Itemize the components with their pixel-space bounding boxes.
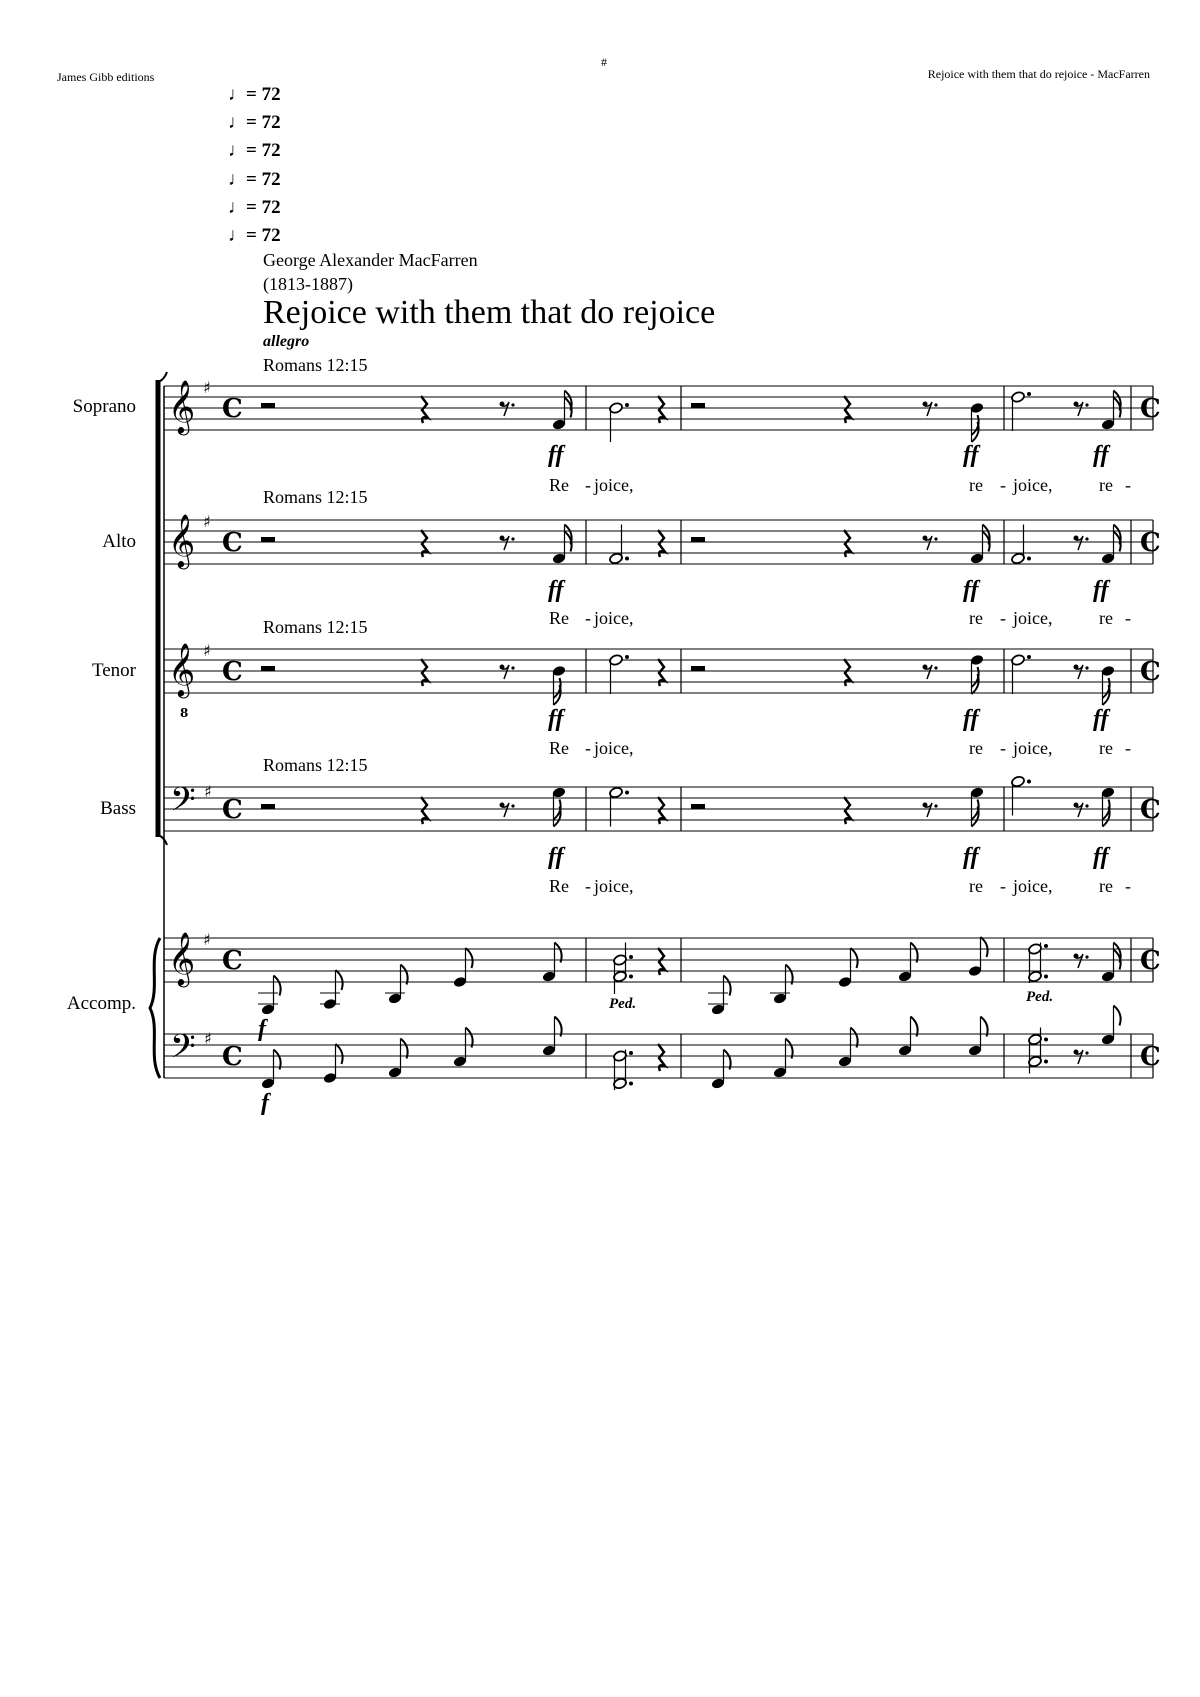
key-signature-sharp-icon: ♯ <box>203 512 211 531</box>
lyric: joice, <box>594 475 634 495</box>
source-text: Romans 12:15 <box>263 487 368 507</box>
tempo-marking: ♩= 72 <box>228 140 281 161</box>
time-signature-common: C <box>222 528 243 558</box>
augmentation-dot <box>511 403 514 406</box>
key-signature-sharp-icon: ♯ <box>203 641 211 660</box>
lyric-hyphen: - <box>1000 738 1006 758</box>
dynamic-ff: ff <box>548 577 564 603</box>
time-signature-common: C <box>1140 657 1161 687</box>
dynamic-ff: ff <box>963 577 979 603</box>
composer: George Alexander MacFarren <box>263 250 478 270</box>
quarter-note-icon: ♩ <box>228 84 247 105</box>
augmentation-dot <box>511 537 514 540</box>
dynamic-f: f <box>261 1090 269 1116</box>
note-flag <box>1114 1006 1121 1026</box>
key-signature-sharp-icon: ♯ <box>204 1029 212 1048</box>
piece-title: Rejoice with them that do rejoice <box>263 294 716 331</box>
half-rest <box>691 804 705 809</box>
dynamic-ff: ff <box>1093 844 1109 870</box>
pedal-marking: Ped. <box>1026 989 1054 1005</box>
half-rest <box>261 804 275 809</box>
bass-clef-icon: 𝄢 <box>170 1028 196 1074</box>
time-signature-common: C <box>222 657 243 687</box>
tempo-marking: ♩= 72 <box>228 169 281 190</box>
augmentation-dot <box>1085 537 1088 540</box>
augmentation-dot <box>1085 1051 1088 1054</box>
tempo-marking: ♩= 72 <box>228 225 281 246</box>
lyric-hyphen: - <box>585 738 591 758</box>
augmentation-dot <box>1085 804 1088 807</box>
treble-clef-icon: 𝄞 <box>168 379 196 433</box>
half-rest <box>691 403 705 408</box>
time-signature-common: C <box>222 394 243 424</box>
augmentation-dot <box>625 403 629 407</box>
lyric-hyphen: - <box>1125 876 1131 896</box>
octave-marker: 8 <box>180 706 189 720</box>
time-signature-common: C <box>1140 1042 1161 1072</box>
lyric: joice, <box>1013 608 1053 628</box>
treble-clef-icon: 𝄞 <box>168 931 196 985</box>
augmentation-dot <box>629 975 633 979</box>
time-signature-common: C <box>1140 946 1161 976</box>
lyric-hyphen: - <box>585 608 591 628</box>
lyric: joice, <box>594 738 634 758</box>
time-signature-common: C <box>222 795 243 825</box>
source-text: Romans 12:15 <box>263 755 368 775</box>
augmentation-dot <box>1044 1038 1048 1042</box>
lyric: joice, <box>1013 876 1053 896</box>
augmentation-dot <box>934 403 937 406</box>
augmentation-dot <box>511 666 514 669</box>
dynamic-ff: ff <box>1093 706 1109 732</box>
note-flag <box>336 970 343 990</box>
dynamic-ff: ff <box>548 442 564 468</box>
instrument-accompaniment: Accomp. <box>66 993 136 1014</box>
augmentation-dot <box>1027 557 1031 561</box>
augmentation-dot <box>625 557 629 561</box>
augmentation-dot <box>1044 975 1048 979</box>
lyric-hyphen: - <box>1000 876 1006 896</box>
source-text: Romans 12:15 <box>263 355 368 375</box>
key-signature-sharp-icon: ♯ <box>203 930 211 949</box>
lyric: re <box>1099 608 1113 628</box>
lyric: Re <box>549 608 569 628</box>
treble-clef-icon: 𝄞 <box>168 642 196 696</box>
augmentation-dot <box>629 1082 633 1086</box>
lyric: Re <box>549 876 569 896</box>
augmentation-dot <box>1044 1060 1048 1064</box>
quarter-note-icon: ♩ <box>228 225 247 246</box>
lyric: joice, <box>594 608 634 628</box>
source-text: Romans 12:15 <box>263 617 368 637</box>
tempo-marking: ♩= 72 <box>228 112 281 133</box>
time-signature-common: C <box>222 946 243 976</box>
augmentation-dot <box>1027 655 1031 659</box>
lyric-hyphen: - <box>1125 738 1131 758</box>
note-flag <box>466 948 473 968</box>
augmentation-dot <box>511 804 514 807</box>
instrument-alto: Alto <box>102 531 136 552</box>
composer-dates: (1813-1887) <box>263 274 353 294</box>
dynamic-ff: ff <box>548 844 564 870</box>
augmentation-dot <box>625 791 629 795</box>
lyric: re <box>969 608 983 628</box>
quarter-note-icon: ♩ <box>228 112 247 133</box>
lyric-hyphen: - <box>585 876 591 896</box>
lyric-hyphen: - <box>1000 608 1006 628</box>
quarter-note-icon: ♩ <box>228 169 247 190</box>
key-signature-sharp-icon: ♯ <box>204 782 212 801</box>
augmentation-dot <box>934 804 937 807</box>
augmentation-dot <box>625 655 629 659</box>
lyric: re <box>969 738 983 758</box>
dynamic-ff: ff <box>963 844 979 870</box>
augmentation-dot <box>1085 666 1088 669</box>
quarter-note-icon: ♩ <box>228 140 247 161</box>
half-rest <box>261 403 275 408</box>
augmentation-dot <box>629 1051 633 1055</box>
lyric: joice, <box>1013 475 1053 495</box>
key-signature-sharp-icon: ♯ <box>203 378 211 397</box>
header-publisher: James Gibb editions <box>57 70 155 84</box>
lyric: re <box>1099 738 1113 758</box>
lyric-hyphen: - <box>1125 608 1131 628</box>
lyric-hyphen: - <box>1000 475 1006 495</box>
time-signature-common: C <box>1140 795 1161 825</box>
piano-brace <box>150 938 160 1078</box>
lyric: re <box>969 475 983 495</box>
instrument-bass: Bass <box>100 798 136 819</box>
treble-clef-icon: 𝄞 <box>168 513 196 567</box>
augmentation-dot <box>629 955 633 959</box>
augmentation-dot <box>1044 944 1048 948</box>
augmentation-dot <box>1085 403 1088 406</box>
lyric: re <box>1099 475 1113 495</box>
augmentation-dot <box>1027 392 1031 396</box>
quarter-note-icon: ♩ <box>228 197 247 218</box>
header-page-number: # <box>601 55 607 69</box>
dynamic-ff: ff <box>548 706 564 732</box>
dynamic-ff: ff <box>963 706 979 732</box>
header-title: Rejoice with them that do rejoice - MacFarren <box>927 67 1150 81</box>
half-rest <box>261 537 275 542</box>
instrument-tenor: Tenor <box>91 660 136 681</box>
lyric: re <box>969 876 983 896</box>
note-flag <box>851 948 858 968</box>
half-rest <box>691 537 705 542</box>
lyric: Re <box>549 738 569 758</box>
pedal-marking: Ped. <box>609 996 637 1012</box>
time-signature-common: C <box>1140 394 1161 424</box>
half-rest <box>691 666 705 671</box>
note-flag <box>981 937 988 957</box>
augmentation-dot <box>934 537 937 540</box>
tempo-text: allegro <box>263 333 310 350</box>
lyric: re <box>1099 876 1113 896</box>
lyric-hyphen: - <box>585 475 591 495</box>
augmentation-dot <box>1085 955 1088 958</box>
lyric-hyphen: - <box>1125 475 1131 495</box>
bass-clef-icon: 𝄢 <box>170 781 196 827</box>
lyric: joice, <box>594 876 634 896</box>
half-rest <box>261 666 275 671</box>
instrument-soprano: Soprano <box>72 396 136 417</box>
tempo-marking: ♩= 72 <box>228 197 281 218</box>
lyric: joice, <box>1013 738 1053 758</box>
time-signature-common: C <box>222 1042 243 1072</box>
tempo-marking: ♩= 72 <box>228 84 281 105</box>
dynamic-ff: ff <box>963 442 979 468</box>
note-flag <box>336 1044 343 1064</box>
augmentation-dot <box>1027 780 1031 784</box>
dynamic-f: f <box>258 1016 266 1042</box>
dynamic-ff: ff <box>1093 577 1109 603</box>
time-signature-common: C <box>1140 528 1161 558</box>
augmentation-dot <box>934 666 937 669</box>
dynamic-ff: ff <box>1093 442 1109 468</box>
lyric: Re <box>549 475 569 495</box>
